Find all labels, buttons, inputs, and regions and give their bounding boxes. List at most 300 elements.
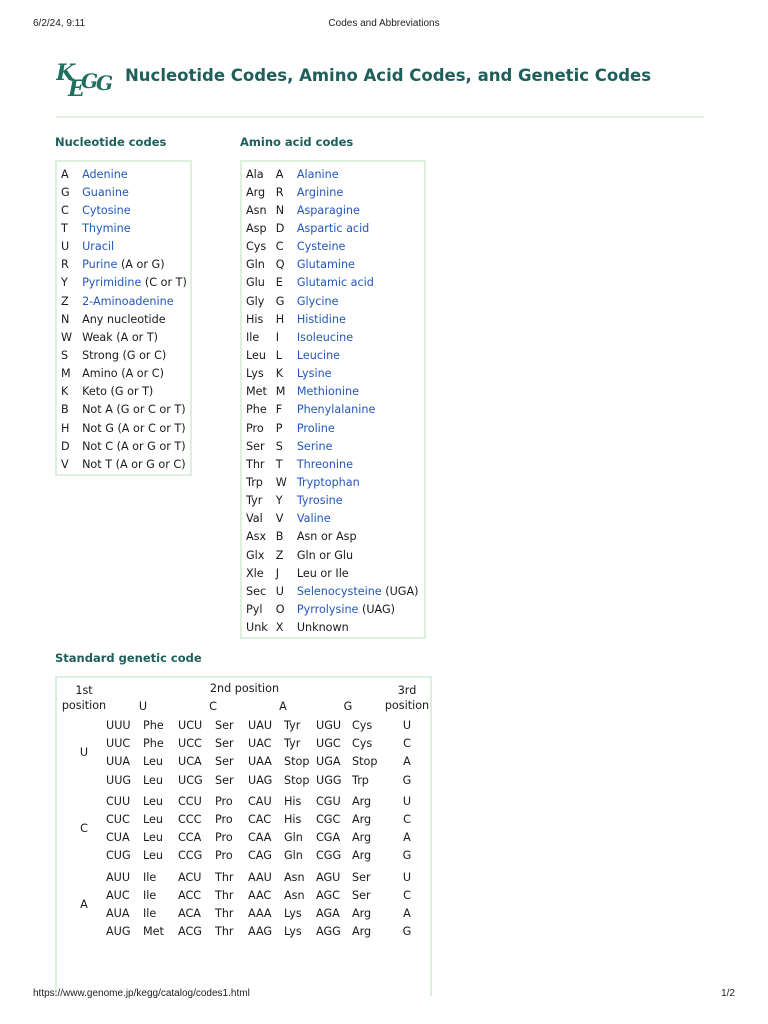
codon: AAC (248, 888, 272, 902)
amino-three-letter: Gly (246, 294, 265, 308)
amino-row (242, 528, 423, 546)
amino-name (293, 256, 423, 274)
codon-amino-acid: Asn (284, 870, 305, 884)
page-title: Nucleotide Codes, Amino Acid Codes, and Genetic Codes (125, 66, 652, 85)
amino-three-letter: Pyl (246, 602, 263, 616)
amino-three-letter: His (246, 312, 264, 326)
svg-text:G: G (81, 69, 99, 93)
nucleotide-name (78, 183, 191, 201)
codon: CCA (178, 831, 202, 845)
codon: ACG (178, 925, 202, 939)
codon-amino-acid: Pro (215, 794, 233, 808)
third-base-label: A (403, 755, 411, 769)
codon: CUU (106, 794, 131, 808)
amino-row (242, 455, 423, 473)
amino-row (242, 564, 423, 582)
amino-row (242, 346, 423, 364)
codon-amino-acid: Ile (143, 907, 157, 920)
codon: UAA (248, 755, 272, 769)
codon-amino-acid: Lys (284, 925, 302, 939)
nucleotide-name (78, 437, 191, 455)
kegg-logo[interactable] (56, 58, 116, 100)
amino-name-link[interactable]: Aspartic acid (296, 221, 370, 235)
amino-three-letter: Gln (246, 258, 265, 272)
nucleotide-name (78, 401, 191, 419)
codon-amino-acid: Pro (215, 849, 233, 863)
amino-three-letter: Cys (246, 240, 267, 254)
second-base-label: U (138, 700, 148, 713)
amino-one-letter: M (275, 385, 286, 399)
amino-row (242, 201, 423, 219)
amino-name-link[interactable]: Proline (296, 421, 335, 435)
amino-three-letter: Thr (246, 457, 265, 471)
nucleotide-name (78, 256, 191, 274)
kegg-logo-icon (56, 58, 116, 100)
codon-amino-acid: Phe (143, 737, 164, 751)
nucleotide-code: K (61, 385, 69, 399)
nucleotide-name-text: Any nucleotide (82, 312, 166, 326)
amino-three-letter: Asx (246, 530, 267, 544)
codon-amino-acid: Arg (352, 794, 372, 808)
nucleotide-code: U (61, 240, 70, 254)
codon: UUU (106, 719, 131, 732)
amino-name (293, 455, 423, 473)
amino-one-letter: H (275, 312, 285, 326)
amino-name-link[interactable]: Serine (296, 439, 333, 453)
codon-amino-acid: Lys (284, 907, 302, 920)
codon-amino-acid: Leu (143, 831, 164, 845)
nucleotide-row (57, 256, 191, 274)
codon: UAG (248, 773, 273, 787)
codon-amino-acid: His (284, 813, 302, 826)
amino-name-link[interactable]: Asparagine (296, 203, 360, 217)
first-position-label: 1st (75, 684, 93, 697)
amino-name (293, 401, 423, 419)
codon-amino-acid: Leu (143, 773, 164, 787)
amino-heading: Amino acid codes (240, 135, 354, 149)
amino-three-letter: Trp (246, 475, 263, 489)
nucleotide-name-text: Strong (G or C) (82, 348, 167, 362)
codon-amino-acid: Leu (143, 755, 164, 769)
codon: AUA (106, 907, 130, 920)
svg-text:G: G (96, 71, 114, 95)
codon: AUU (106, 870, 131, 884)
amino-name (293, 292, 423, 310)
codon: CAA (248, 831, 272, 845)
codon-amino-acid: Arg (352, 907, 372, 920)
nucleotide-name (78, 238, 191, 256)
nucleotide-name (78, 455, 191, 473)
nucleotide-code: A (61, 167, 69, 181)
codon: CCC (178, 813, 202, 826)
nucleotide-code: H (61, 421, 70, 435)
nucleotide-name-note: (C or T) (141, 276, 187, 290)
codon-amino-acid: Ser (215, 773, 234, 787)
print-date: 6/2/24, 9:11 (33, 18, 86, 29)
amino-name (293, 183, 423, 201)
amino-row (242, 365, 423, 383)
amino-one-letter: U (275, 584, 284, 598)
amino-name (293, 201, 423, 219)
codon: AAU (248, 870, 272, 884)
amino-name (293, 165, 423, 183)
amino-name (293, 346, 423, 364)
amino-one-letter: E (275, 276, 283, 290)
amino-row (242, 292, 423, 310)
amino-name-link[interactable]: Tyrosine (296, 494, 343, 508)
codon: UCG (178, 773, 203, 787)
amino-three-letter: Leu (246, 348, 267, 362)
amino-one-letter: J (275, 566, 280, 580)
codon: UUG (106, 773, 132, 787)
codon: UGC (316, 737, 341, 751)
amino-name-link[interactable]: Isoleucine (296, 330, 354, 344)
amino-name-link[interactable]: Threonine (296, 457, 354, 471)
amino-name (293, 564, 423, 582)
first-position-label: position (61, 699, 107, 712)
nucleotide-code: C (61, 203, 69, 217)
amino-three-letter: Asp (246, 221, 267, 235)
nucleotide-row (57, 401, 191, 419)
amino-row (242, 619, 423, 637)
nucleotide-name-text: Not C (A or G or T) (82, 439, 186, 453)
amino-one-letter: V (275, 512, 284, 526)
nucleotide-row (57, 165, 191, 183)
amino-name-link[interactable]: Pyrrolysine (296, 602, 359, 616)
svg-text:E: E (68, 76, 85, 100)
amino-three-letter: Met (246, 385, 267, 399)
amino-name-link[interactable]: Glutamine (296, 258, 355, 272)
amino-three-letter: Glu (246, 276, 265, 290)
nucleotide-name (78, 292, 191, 310)
codon: ACU (178, 870, 202, 884)
title-divider (56, 116, 704, 118)
amino-three-letter: Val (246, 512, 263, 526)
nucleotide-name (78, 274, 191, 292)
amino-three-letter: Ala (246, 167, 264, 181)
codon-amino-acid: Met (143, 925, 164, 939)
nucleotide-code: S (61, 348, 69, 362)
amino-name (293, 274, 423, 292)
nucleotide-name (78, 201, 191, 219)
third-base-label: U (402, 794, 412, 808)
third-base-label: U (402, 719, 412, 732)
amino-name-note: (UAG) (358, 602, 396, 616)
codon: AUC (106, 888, 130, 902)
nucleotide-code: W (61, 330, 73, 344)
nucleotide-row (57, 219, 191, 237)
second-base-label: G (343, 700, 353, 713)
amino-name (293, 619, 423, 637)
codon: CUG (106, 849, 131, 863)
amino-three-letter: Phe (246, 403, 267, 417)
amino-name (293, 600, 423, 618)
amino-three-letter: Ser (246, 439, 265, 453)
amino-three-letter: Xle (246, 566, 264, 580)
nucleotide-name (78, 310, 191, 328)
amino-one-letter: P (275, 421, 283, 435)
codon-amino-acid: Trp (352, 773, 369, 787)
amino-name-text: Asn or Asp (296, 530, 357, 544)
amino-table-box (240, 160, 426, 639)
amino-name (293, 510, 423, 528)
codon: UCC (178, 737, 202, 751)
amino-name-link[interactable]: Cysteine (296, 240, 346, 254)
codon-amino-acid: Pro (215, 831, 233, 845)
nucleotide-code: Y (61, 276, 68, 290)
codon-amino-acid: Tyr (284, 719, 301, 732)
codon-amino-acid: Ser (215, 737, 234, 751)
amino-name-link[interactable]: Valine (296, 512, 331, 526)
nucleotide-name-link[interactable]: Adenine (82, 167, 128, 181)
codon-amino-acid: Gln (284, 849, 303, 863)
nucleotide-name-text: Weak (A or T) (82, 330, 159, 344)
third-position-label: 3rd (397, 684, 417, 697)
codon: CUC (106, 813, 130, 826)
third-base-label: A (403, 907, 411, 920)
codon-amino-acid: Stop (284, 773, 310, 787)
nucleotide-table-box (55, 160, 192, 476)
genetic-heading: Standard genetic code (55, 651, 202, 665)
amino-row (242, 165, 423, 183)
nucleotide-code: Z (61, 294, 69, 308)
nucleotide-name-text: Not G (A or C or T) (82, 421, 186, 435)
codon-amino-acid: Tyr (284, 737, 301, 751)
nucleotide-row (57, 383, 191, 401)
amino-name (293, 582, 423, 600)
amino-row (242, 419, 423, 437)
print-footer (33, 988, 735, 1002)
print-header (33, 18, 735, 32)
codon-amino-acid: Thr (215, 888, 234, 902)
amino-three-letter: Lys (246, 367, 264, 381)
codon: AAG (248, 925, 273, 939)
amino-name (293, 328, 423, 346)
third-base-label: G (402, 925, 412, 939)
nucleotide-name (78, 419, 191, 437)
codon: CGA (316, 831, 341, 845)
amino-name (293, 310, 423, 328)
codon-amino-acid: Ser (215, 755, 234, 769)
third-base-label: A (403, 831, 411, 845)
codon: UUA (106, 755, 131, 769)
amino-one-letter: N (275, 203, 285, 217)
codon-amino-acid: His (284, 794, 302, 808)
codon: CGC (316, 813, 341, 826)
nucleotide-name-link[interactable]: Guanine (82, 185, 129, 199)
nucleotide-code: B (61, 403, 69, 417)
amino-row (242, 310, 423, 328)
amino-one-letter: X (275, 621, 284, 635)
third-base-label: G (402, 849, 412, 863)
amino-name-link[interactable]: Phenylalanine (296, 403, 376, 417)
amino-one-letter: Y (275, 494, 283, 508)
amino-name-link[interactable]: Methionine (296, 385, 359, 399)
nucleotide-name-link[interactable]: Uracil (82, 240, 115, 254)
nucleotide-name-note: (A or G) (117, 258, 165, 272)
nucleotide-name-text: Not T (A or G or C) (82, 457, 186, 471)
codon-amino-acid: Arg (352, 925, 372, 939)
amino-name (293, 365, 423, 383)
codon-amino-acid: Arg (352, 813, 372, 826)
nucleotide-row (57, 292, 191, 310)
amino-name (293, 238, 423, 256)
amino-three-letter: Tyr (246, 494, 263, 508)
first-base-label: C (80, 822, 88, 836)
codon: ACA (178, 907, 201, 920)
codon-amino-acid: Leu (143, 849, 164, 863)
nucleotide-code: D (61, 439, 70, 453)
nucleotide-code: M (61, 367, 71, 381)
amino-one-letter: T (275, 457, 283, 471)
amino-name-link[interactable]: Glycine (296, 294, 339, 308)
nucleotide-code: R (61, 258, 69, 272)
codon-amino-acid: Ile (143, 870, 157, 884)
nucleotide-code: N (61, 312, 70, 326)
amino-one-letter: W (275, 475, 287, 489)
amino-one-letter: D (275, 221, 285, 235)
codon: CAG (248, 849, 272, 863)
amino-row (242, 328, 423, 346)
nucleotide-name-link[interactable]: Purine (82, 258, 118, 272)
nucleotide-name (78, 165, 191, 183)
codon-amino-acid: Ser (352, 870, 371, 884)
amino-one-letter: Z (275, 548, 284, 562)
codon: UCU (178, 719, 203, 732)
codon-amino-acid: Stop (352, 755, 378, 769)
codon: UGA (316, 755, 341, 769)
nucleotide-row (57, 238, 191, 256)
amino-row (242, 437, 423, 455)
codon-amino-acid: Pro (215, 813, 233, 826)
codon: CUA (106, 831, 130, 845)
codon: AGA (316, 907, 340, 920)
amino-one-letter: I (275, 330, 280, 344)
amino-name-link[interactable]: Arginine (296, 185, 344, 199)
nucleotide-name (78, 365, 191, 383)
codon: UGG (316, 773, 342, 787)
nucleotide-row (57, 419, 191, 437)
codon: CGG (316, 849, 342, 863)
amino-one-letter: R (275, 185, 284, 199)
amino-row (242, 401, 423, 419)
nucleotide-name-link[interactable]: Thymine (82, 221, 131, 235)
nucleotide-heading: Nucleotide codes (55, 135, 167, 149)
nucleotide-row (57, 274, 191, 292)
codon-amino-acid: Leu (143, 794, 164, 808)
print-page-title: Codes and Abbreviations (328, 18, 440, 29)
nucleotide-row (57, 328, 191, 346)
nucleotide-name-link[interactable]: Pyrimidine (82, 276, 142, 290)
codon-amino-acid: Thr (215, 870, 234, 884)
amino-three-letter: Arg (246, 185, 266, 199)
amino-name-link[interactable]: Selenocysteine (296, 584, 382, 598)
nucleotide-row (57, 365, 191, 383)
nucleotide-code: V (61, 457, 69, 471)
amino-one-letter: Q (275, 258, 285, 272)
third-base-label: C (403, 737, 411, 751)
amino-name-link[interactable]: Lysine (296, 367, 332, 381)
amino-three-letter: Glx (246, 548, 265, 562)
codon-amino-acid: Cys (352, 737, 373, 751)
amino-name (293, 437, 423, 455)
second-position-label: 2nd position (209, 682, 280, 695)
amino-name (293, 528, 423, 546)
third-base-label: U (402, 870, 412, 884)
amino-three-letter: Ile (246, 330, 260, 344)
amino-name-link[interactable]: Leucine (296, 348, 341, 362)
codon: AAA (248, 907, 272, 920)
amino-one-letter: S (275, 439, 283, 453)
codon-amino-acid: Cys (352, 719, 373, 732)
nucleotide-name-text: Keto (G or T) (82, 385, 154, 399)
codon: AGG (316, 925, 341, 939)
print-url: https://www.genome.jp/kegg/catalog/codes1.html (33, 988, 250, 999)
codon-amino-acid: Leu (143, 813, 164, 826)
codon: ACC (178, 888, 202, 902)
nucleotide-name (78, 346, 191, 364)
third-base-label: G (402, 773, 412, 787)
nucleotide-name (78, 383, 191, 401)
codon-amino-acid: Thr (215, 907, 234, 920)
second-base-label: A (279, 700, 287, 713)
codon-amino-acid: Arg (352, 849, 372, 863)
codon: UCA (178, 755, 202, 769)
nucleotide-row (57, 201, 191, 219)
amino-name-link[interactable]: Glutamic acid (296, 276, 374, 290)
amino-three-letter: Pro (246, 421, 264, 435)
codon-amino-acid: Thr (215, 925, 234, 939)
amino-row (242, 600, 423, 618)
amino-one-letter: B (275, 530, 284, 544)
amino-name-link[interactable]: Alanine (296, 167, 339, 181)
amino-row (242, 492, 423, 510)
amino-one-letter: F (275, 403, 283, 417)
amino-name-link[interactable]: Histidine (296, 312, 346, 326)
nucleotide-name-link[interactable]: 2-Aminoadenine (82, 294, 174, 308)
amino-one-letter: A (275, 167, 284, 181)
genetic-code-box (55, 676, 432, 996)
codon: UAU (248, 719, 273, 732)
codon: CCG (178, 849, 203, 863)
amino-name (293, 419, 423, 437)
codon: CCU (178, 794, 202, 808)
nucleotide-code: G (61, 185, 70, 199)
codon-amino-acid: Arg (352, 831, 372, 845)
nucleotide-row (57, 346, 191, 364)
second-base-label: C (209, 700, 217, 713)
amino-row (242, 383, 423, 401)
codon: AGU (316, 870, 341, 884)
amino-name-text: Leu or Ile (296, 566, 349, 580)
amino-one-letter: L (275, 348, 282, 362)
amino-name-link[interactable]: Tryptophan (296, 475, 360, 489)
amino-row (242, 546, 423, 564)
codon-amino-acid: Stop (284, 755, 310, 769)
codon-amino-acid: Ser (352, 888, 371, 902)
nucleotide-row (57, 455, 191, 473)
codon: UGU (316, 719, 342, 732)
nucleotide-code: T (61, 221, 68, 235)
amino-one-letter: C (275, 240, 284, 254)
amino-name (293, 219, 423, 237)
codon-amino-acid: Phe (143, 719, 164, 732)
nucleotide-table (57, 165, 191, 473)
amino-acid-table (242, 165, 423, 637)
amino-row (242, 256, 423, 274)
nucleotide-name-text: Amino (A or C) (82, 367, 164, 381)
nucleotide-name-link[interactable]: Cytosine (82, 203, 131, 217)
